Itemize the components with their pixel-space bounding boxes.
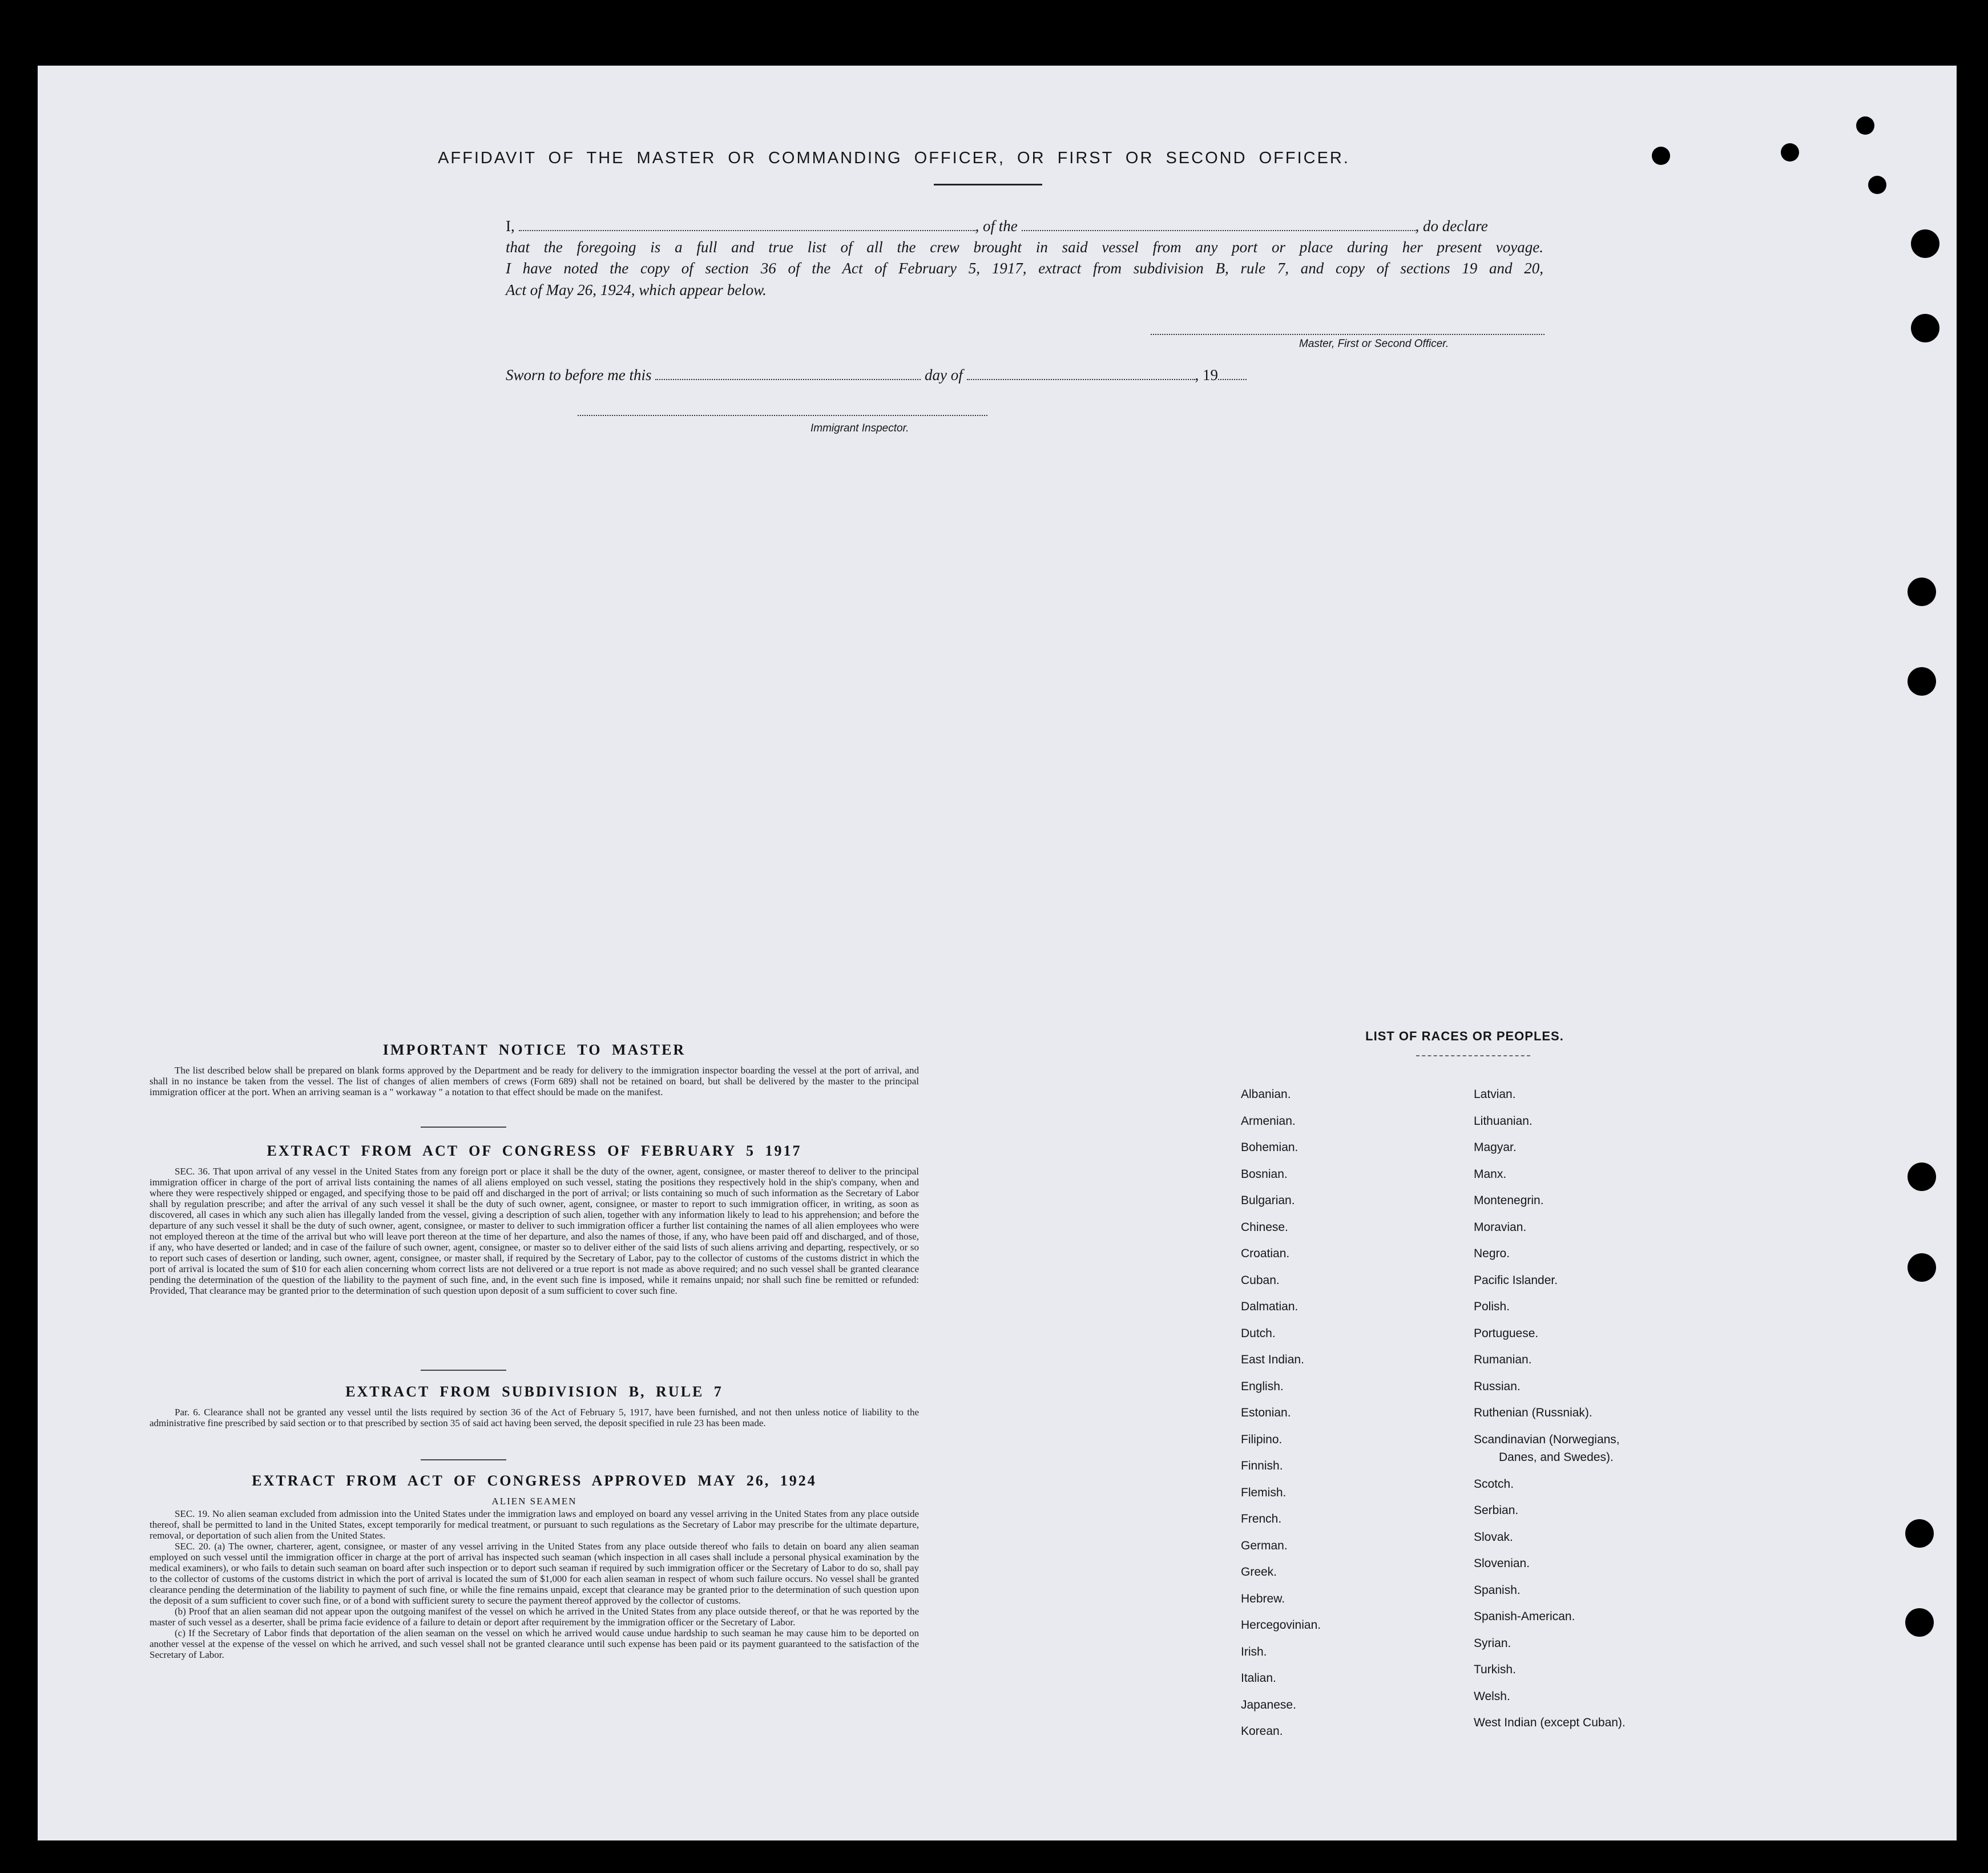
- race-item: Chinese.: [1241, 1221, 1288, 1234]
- race-item: Moravian.: [1474, 1221, 1527, 1234]
- race-item: Estonian.: [1241, 1406, 1291, 1419]
- race-item: Filipino.: [1241, 1433, 1283, 1446]
- notice-paragraph: The list described below shall be prepared on blank forms approved by the Department and be ready for delivery to the immigration inspector boarding the vessel at the port of arrival, and shall in no instance be taken from the vessel. The list of changes of alien members of crews (Form 689) shall not be retained on board, but shall be delivered by the master to the principal immigration officer at the port. When an arriving seaman is a " workaway " a notation to that effect should be made on the manifest.: [150, 1065, 919, 1097]
- race-item: Hercegovinian.: [1241, 1618, 1321, 1632]
- race-item: English.: [1241, 1380, 1284, 1393]
- inspector-caption: Immigrant Inspector.: [810, 422, 909, 434]
- affidavit-title: AFFIDAVIT OF THE MASTER OR COMMANDING OFFICER, OR FIRST OR SECOND OFFICER.: [438, 149, 1350, 167]
- race-item: Manx.: [1474, 1168, 1507, 1181]
- punch-hole: [1908, 667, 1936, 696]
- race-item: Negro.: [1474, 1247, 1510, 1260]
- race-item: Italian.: [1241, 1672, 1276, 1685]
- extract-1917-text: [150, 1166, 919, 1296]
- section-36-paragraph: SEC. 36. That upon arrival of any vessel in the United States from any foreign port or place it shall be the duty of the owner, agent, consignee, or master thereof to deliver to the principal immigration officer in charge of the port of arrival lists containing the names of all aliens employed on such vessel, stating the positions they respectively hold in the ship's company, when and where they were respectively shipped or engaged, and specifying those to be paid off and discharged in the port of arrival; or lists containing so much of such information as the Secretary of Labor shall by regulation prescribe; and after the arrival of any such vessel it shall be the duty of such owner, agent, consignee, or master to report to such immigration officer, in writing, as soon as discovered, all cases in which any such alien has illegally landed from the vessel, giving a description of such alien, together with any information likely to lead to his apprehension; and before the departure of any such vessel it shall be the duty of such owner, agent, consignee, or master to deliver to such immigration officer a further list containing the names of all alien employees who were not employed thereon at the time of the arrival but who will leave port thereon at the time of her departure, and also the names of those, if any, who have been paid off and discharged, and of those, if any, who have deserted or landed; and in case of the failure of such owner, agent, consignee, or master so to deliver either of the said lists of such aliens arriving and departing, respectively, or so to report such cases of desertion or landing, such owner, agent, consignee, or master shall, if required by the Secretary of Labor, pay to the collector of customs of the customs district in which the port of arrival is located the sum of $10 for each alien concerning whom correct lists are not delivered or a true report is not made as above required; and no such vessel shall be granted clearance pending the determination of the question of the liability to the payment of such fine, and, in the event such fine is imposed, while it remains unpaid; nor shall such fine be remitted or refunded: Provided, That clearance may be granted prior to the determination of such question upon deposit of a sum sufficient to cover such fine.: [150, 1166, 919, 1296]
- race-item: Pacific Islander.: [1474, 1274, 1558, 1287]
- race-item: East Indian.: [1241, 1353, 1304, 1366]
- race-item: Latvian.: [1474, 1088, 1516, 1101]
- declaration-line-2: that the foregoing is a full and true list of all the crew brought in said vessel from any port or place during her present voyage.: [506, 239, 1543, 256]
- do-declare-label: , do declare: [1415, 217, 1488, 235]
- punch-hole: [1908, 578, 1936, 606]
- title-rule: [934, 184, 1042, 185]
- declarant-prefix: I,: [506, 217, 515, 235]
- race-item: Russian.: [1474, 1380, 1521, 1393]
- day-of-label: day of: [925, 366, 963, 384]
- year-prefix-label: , 19: [1195, 366, 1218, 384]
- race-item: West Indian (except Cuban).: [1474, 1716, 1626, 1729]
- races-list-title: LIST OF RACES OR PEOPLES.: [1365, 1029, 1564, 1043]
- extract-1917-title: EXTRACT FROM ACT OF CONGRESS OF FEBRUARY 5 1917: [267, 1143, 802, 1159]
- race-item: Flemish.: [1241, 1486, 1287, 1499]
- race-item: Polish.: [1474, 1300, 1510, 1313]
- alien-seamen-subtitle: ALIEN SEAMEN: [491, 1496, 577, 1507]
- extract-rule7-text: [150, 1407, 919, 1428]
- race-item: Syrian.: [1474, 1637, 1511, 1650]
- race-item: Ruthenian (Russniak).: [1474, 1406, 1592, 1419]
- section-divider: [421, 1127, 506, 1128]
- notice-text: [150, 1065, 919, 1097]
- sec-19-paragraph: SEC. 19. No alien seaman excluded from admission into the United States under the immigration laws and employed on board any vessel arriving in the United States from any place outside thereof, shall be permitted to land in the United States, except temporarily for medical treatment, or pursuant to such regulations as the Secretary of Labor may prescribe for the ultimate departure, removal, or deportation of such alien from the United States.: [150, 1508, 919, 1541]
- punch-hole: [1868, 176, 1886, 194]
- race-item: Scandinavian (Norwegians,: [1474, 1433, 1620, 1446]
- race-item: Welsh.: [1474, 1690, 1510, 1703]
- race-item: Armenian.: [1241, 1115, 1296, 1128]
- sworn-line: [506, 366, 1305, 384]
- race-item: Slovak.: [1474, 1531, 1513, 1544]
- section-divider: [421, 1459, 506, 1460]
- punch-hole: [1781, 143, 1799, 162]
- punch-hole: [1856, 116, 1874, 135]
- punch-hole: [1911, 314, 1939, 342]
- declaration-line-3: I have noted the copy of section 36 of the Act of February 5, 1917, extract from subdivision B, rule 7, and copy of sections 19 and 20,: [506, 260, 1543, 277]
- race-item: Croatian.: [1241, 1247, 1290, 1260]
- punch-hole: [1911, 229, 1939, 258]
- race-item: French.: [1241, 1512, 1282, 1525]
- race-item: Montenegrin.: [1474, 1194, 1544, 1207]
- notice-title: IMPORTANT NOTICE TO MASTER: [382, 1042, 686, 1058]
- sworn-label: Sworn to before me this: [506, 366, 652, 384]
- sec-20b-paragraph: (b) Proof that an alien seaman did not appear upon the outgoing manifest of the vessel on which he arrived in the United States from any place outside thereof, or that he was reported by the master of such vessel as a deserter, shall be prima facie evidence of a failure to detain or deport after requirement by the immigration officer or the Secretary of Labor.: [150, 1606, 919, 1628]
- punch-hole: [1908, 1253, 1936, 1282]
- sworn-day-field[interactable]: [655, 369, 921, 380]
- punch-hole: [1905, 1608, 1934, 1637]
- inspector-signature-line[interactable]: [578, 415, 987, 416]
- extract-1924-text: [150, 1508, 919, 1660]
- declaration-line-4: Act of May 26, 1924, which appear below.: [506, 281, 767, 298]
- vessel-name-field[interactable]: [1022, 220, 1416, 231]
- race-item: Hebrew.: [1241, 1592, 1285, 1605]
- master-signature-caption: Master, First or Second Officer.: [1299, 338, 1449, 350]
- master-signature-line[interactable]: [1151, 334, 1545, 335]
- section-divider: [421, 1370, 506, 1371]
- race-item: German.: [1241, 1539, 1288, 1552]
- race-item-continuation: Danes, and Swedes).: [1499, 1451, 1614, 1464]
- race-item: Dutch.: [1241, 1327, 1276, 1340]
- races-title-rule: [1416, 1055, 1530, 1056]
- race-item: Irish.: [1241, 1645, 1267, 1658]
- race-item: Portuguese.: [1474, 1327, 1539, 1340]
- race-item: Serbian.: [1474, 1504, 1519, 1517]
- race-item: Bohemian.: [1241, 1141, 1299, 1154]
- race-item: Scotch.: [1474, 1478, 1514, 1491]
- race-item: Magyar.: [1474, 1141, 1517, 1154]
- punch-hole: [1905, 1519, 1934, 1548]
- sworn-year-field[interactable]: [1218, 369, 1247, 380]
- declarant-name-field[interactable]: [519, 220, 975, 231]
- race-item: Japanese.: [1241, 1698, 1296, 1711]
- race-item: Bulgarian.: [1241, 1194, 1295, 1207]
- of-the-label: , of the: [975, 217, 1018, 235]
- race-item: Dalmatian.: [1241, 1300, 1299, 1313]
- race-item: Greek.: [1241, 1565, 1277, 1579]
- sec-20c-paragraph: (c) If the Secretary of Labor finds that deportation of the alien seaman on the vessel on which he arrived would cause undue hardship to such seaman he may cause him to be deported on another vessel at the expense of the vessel on which he arrived, and such vessel shall not be granted clearance until such expense has been paid or its payment guaranteed to the satisfaction of the Secretary of Labor.: [150, 1628, 919, 1660]
- sworn-month-field[interactable]: [967, 369, 1195, 380]
- race-item: Spanish.: [1474, 1584, 1521, 1597]
- declaration-line-1: [506, 217, 1543, 235]
- punch-hole: [1908, 1162, 1936, 1191]
- race-item: Bosnian.: [1241, 1168, 1288, 1181]
- document-page: [38, 66, 1957, 1840]
- race-item: Spanish-American.: [1474, 1610, 1575, 1623]
- race-item: Slovenian.: [1474, 1557, 1530, 1570]
- race-item: Rumanian.: [1474, 1353, 1532, 1366]
- race-item: Cuban.: [1241, 1274, 1280, 1287]
- extract-rule7-title: EXTRACT FROM SUBDIVISION B, RULE 7: [345, 1383, 723, 1400]
- race-item: Korean.: [1241, 1725, 1283, 1738]
- race-item: Lithuanian.: [1474, 1115, 1533, 1128]
- sec-20a-paragraph: SEC. 20. (a) The owner, charterer, agent, consignee, or master of any vessel arriving in the United States from any place outside thereof who fails to detain on board any alien seaman employed on such vessel until the immigration officer in charge at the port of arrival has inspected such seaman (which inspection in all cases shall include a personal physical examination by the medical examiners), or who fails to detain such seaman on board after such inspection or to deport such seaman if required by such immigration officer or the Secretary of Labor to do so, shall pay to the collector of customs of the customs district in which the port of arrival is located the sum of $1,000 for each alien seaman in respect of whom such failure occurs. No vessel shall be granted clearance pending the determination of the liability to payment of such fine, or while the fine remains unpaid, except that clearance may be granted prior to the determination of such question upon the deposit of a sum sufficient to cover such fine, or of a bond with sufficient surety to secure the payment thereof approved by the collector of customs.: [150, 1541, 919, 1606]
- race-item: Albanian.: [1241, 1088, 1291, 1101]
- extract-1924-title: EXTRACT FROM ACT OF CONGRESS APPROVED MAY 26, 1924: [252, 1472, 817, 1489]
- race-item: Finnish.: [1241, 1459, 1283, 1472]
- par-6-paragraph: Par. 6. Clearance shall not be granted any vessel until the lists required by section 36 of the Act of February 5, 1917, have been furnished, and not then unless notice of liability to the administrative fine prescribed by said section or to that prescribed by section 35 of said act having been served, the deposit specified in rule 23 has been made.: [150, 1407, 919, 1428]
- race-item: Turkish.: [1474, 1663, 1516, 1676]
